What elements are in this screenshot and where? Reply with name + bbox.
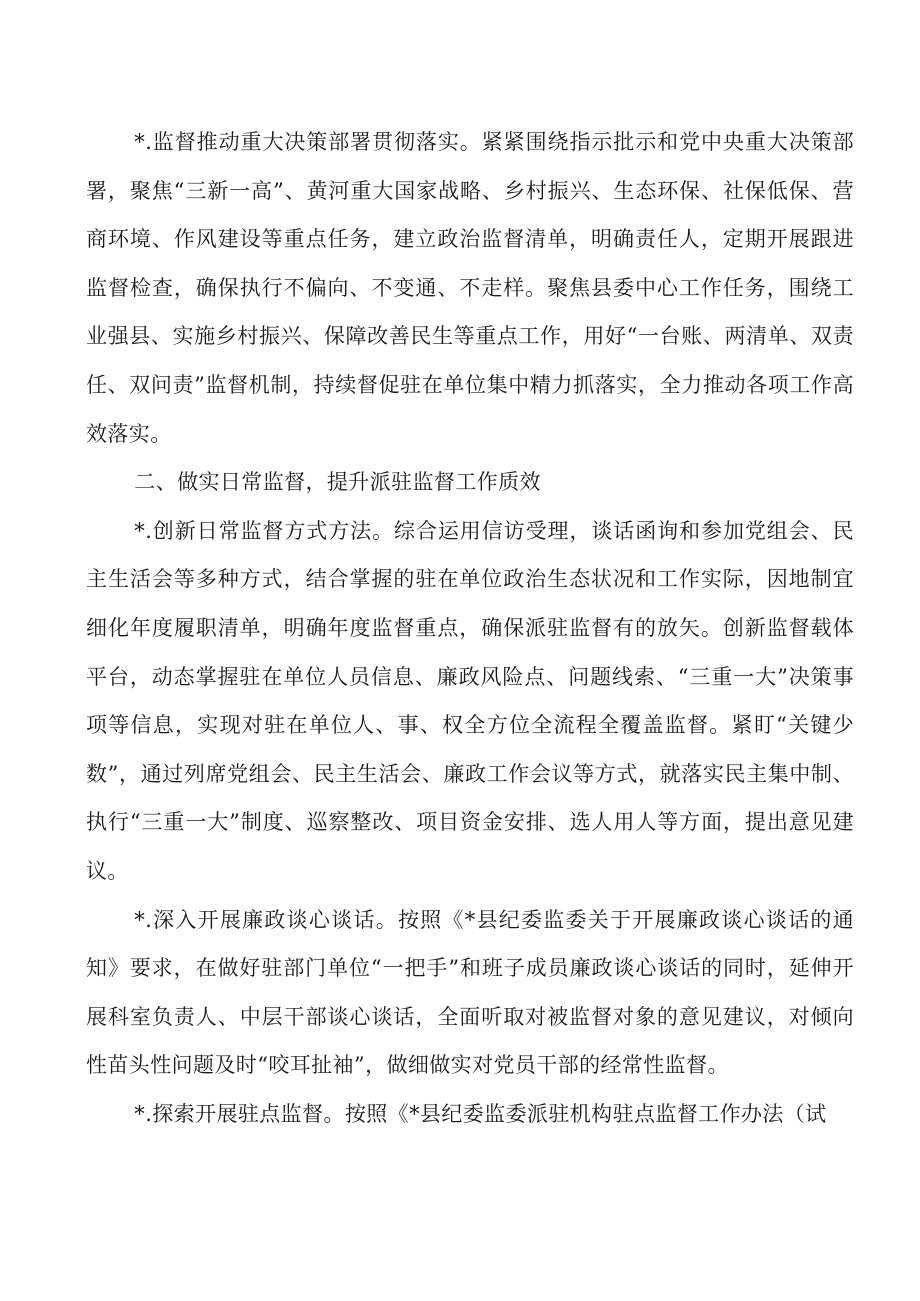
paragraph-major-decisions: *.监督推动重大决策部署贯彻落实。紧紧围绕指示批示和党中央重大决策部署，聚焦“三新一高”、黄河重大国家战略、乡村振兴、生态环保、社保低保、营商环境、作风建设等重点任务，建立政治监督清单，明确责任人，定期开展跟进监督检查，确保执行不偏向、不变通、不走样。聚焦县委中心工作任务，围绕工业强县、实施乡村振兴、保障改善民生等重点工作，用好“一台账、两清单、双责任、双问责”监督机制，持续督促驻在单位集中精力抓落实，全力推动各项工作高效落实。 (86, 130, 854, 446)
section-heading-daily-supervision: 二、做实日常监督，提升派驻监督工作质效 (134, 470, 541, 495)
paragraph-innovate-supervision-methods: *.创新日常监督方式方法。综合运用信访受理，谈话函询和参加党组会、民主生活会等多种方式，结合掌握的驻在单位政治生态状况和工作实际，因地制宜细化年度履职清单，明确年度监督重点，确保派驻监督有的放矢。创新监督载体平台，动态掌握驻在单位人员信息、廉政风险点、问题线索、“三重一大”决策事项等信息，实现对驻在单位人、事、权全方位全流程全覆盖监督。紧盯“关键少数”，通过列席党组会、民主生活会、廉政工作会议等方式，就落实民主集中制、执行“三重一大”制度、巡察整改、项目资金安排、选人用人等方面，提出意见建议。 (86, 518, 854, 883)
document-body (86, 118, 854, 1138)
paragraph-integrity-talks: *.深入开展廉政谈心谈话。按照《*县纪委监委关于开展廉政谈心谈话的通知》要求，在做好驻部门单位“一把手”和班子成员廉政谈心谈话的同时，延伸开展科室负责人、中层干部谈心谈话，全面听取对被监督对象的意见建议，对倾向性苗头性问题及时“咬耳扯袖”，做细做实对党员干部的经常性监督。 (86, 907, 854, 1078)
paragraph-resident-supervision: *.探索开展驻点监督。按照《*县纪委监委派驻机构驻点监督工作办法（试 (134, 1101, 827, 1126)
